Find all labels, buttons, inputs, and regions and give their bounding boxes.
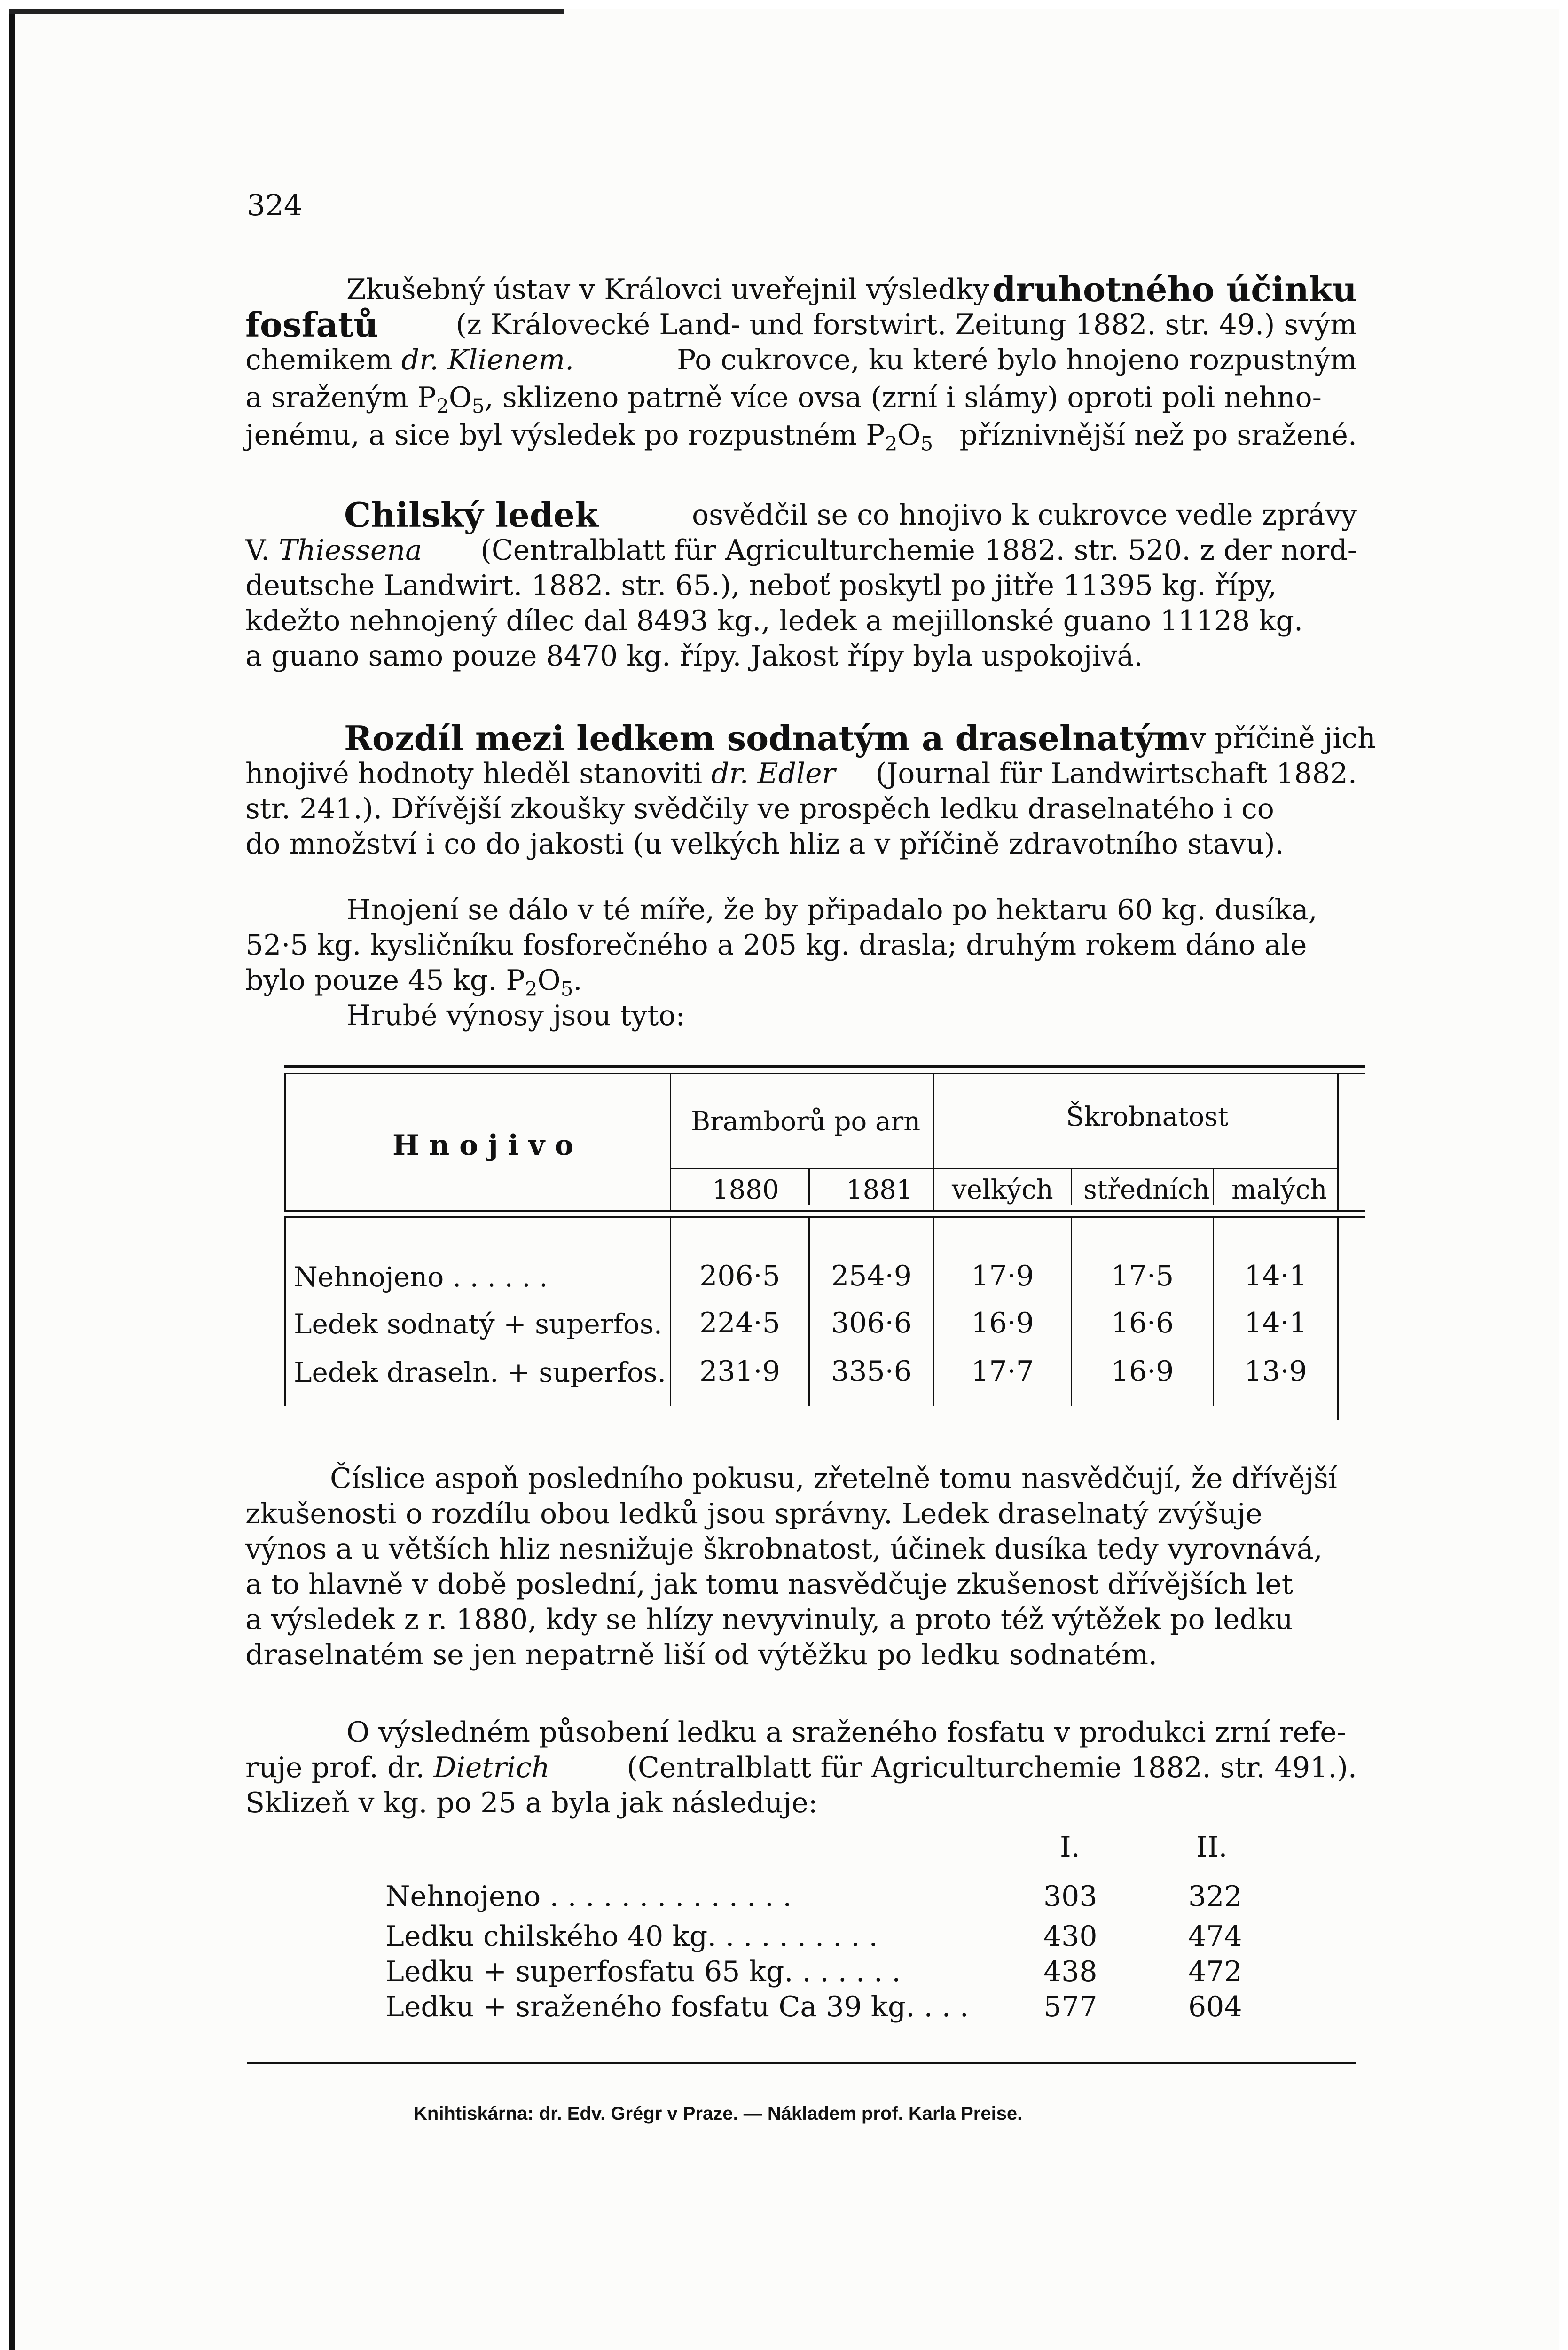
list-item-II: 474 xyxy=(1188,1920,1242,1953)
list-item-II: 322 xyxy=(1188,1880,1242,1913)
p5-line4: a to hlavně v době poslední, jak tomu nasvědčuje zkušenost dřívějších let xyxy=(245,1568,1293,1601)
p1-line1a: Zkušebný ústav v Královci uveřejnil výsledky xyxy=(346,273,989,306)
p6-line2c: (Centralblatt für Agriculturchemie 1882. str. 491.). xyxy=(627,1751,1357,1784)
p5-line1: Číslice aspoň posledního pokusu, zřetelně tomu nasvědčují, že dřívější xyxy=(330,1462,1337,1495)
table-cell-male: 14·1 xyxy=(1244,1260,1307,1292)
p4-line2: 52·5 kg. kysličníku fosforečného a 205 kg. drasla; druhým rokem dáno ale xyxy=(245,929,1307,962)
table-col-hnojivo: H n o j i v o xyxy=(392,1129,574,1162)
table-cell-stredni: 17·5 xyxy=(1111,1260,1174,1292)
p1-line2a: fosfatů xyxy=(245,305,378,345)
table-top-rule-2 xyxy=(284,1073,1365,1074)
p3-line2c: (Journal für Landwirtschaft 1882. xyxy=(875,757,1357,790)
table-row-label: Ledek sodnatý + superfos. xyxy=(294,1308,663,1340)
p1-line2b: (z Královecké Land- und forstwirt. Zeitung 1882. str. 49.) svým xyxy=(455,308,1357,341)
table-sub-1881: 1881 xyxy=(846,1175,913,1205)
p3-line3: str. 241.). Dřívější zkoušky svědčily ve prospěch ledku draselnatého i co xyxy=(245,792,1274,825)
page-number: 324 xyxy=(247,188,303,222)
p6-line2a: ruje prof. dr. xyxy=(245,1751,425,1784)
p2-line2a: V. xyxy=(245,534,270,567)
p6-line1: O výsledném působení ledku a sraženého fosfatu v produkci zrní refe- xyxy=(346,1716,1346,1749)
table-sub-1880: 1880 xyxy=(712,1175,779,1205)
p1-line4: a sraženým P xyxy=(245,381,437,414)
p5-line2: zkušenosti o rozdílu obou ledků jsou správny. Ledek draselnatý zvýšuje xyxy=(245,1497,1262,1530)
document-page: 324 Zkušebný ústav v Královci uveřejnil výsledky druhotného účinku fosfatů (z Královecké Land- und forstwirt. Zeitung 1882. str. 49.) svým chemikem dr. Klienem. Po cukrovce, ku které bylo hnojeno rozpustným a sraženým $P_2O_5$, sklizeno patrně více ovsa (zrní i slámy) oproti poli nehno- jenému, a sice byl výsledek po rozpustném $P_2O_5$ příznivnější než po sražené. Chilský ledek osvědčil se co hnojivo k cukrovce vedle zprávy V. Thiessena (Centralblatt für Agriculturchemie 1882. str. 520. z der nord- deutsche Landwirt. 1882. str. 65.), neboť poskytl po jitře 11395 kg. řípy, kdežto nehnojený dílec dal 8493 kg., ledek a mejillonské guano 11128 kg. a guano samo pouze 8470 kg. řípy. Jakost řípy byla uspokojivá. Rozdíl mezi ledkem sodnatým a draselnatým v příčině jich hnojivé hodnoty hleděl stanoviti dr. Edler (Journal für Landwirtschaft 1882. str. 241.). Dřívější zkoušky svědčily ve prospěch ledku draselnatého i co do množství i co do jakosti (u velkých hliz a v příčině zdravotního stavu). Hnojení se dálo v té míře, že by připadalo po hektaru 60 kg. dusíka, 52·5 kg. kysličníku fosforečného a 205 kg. drasla; druhým rokem dáno ale bylo pouze 45 kg. $P_2O_5$. Hrubé výnosy jsou tyto: H n o j i v o Bramborů po arn Škrobnatost 1880 1881 velkých středních malých Nehnojeno . . . . . . 206·5 254·9 17·9 17·5 14·1 Ledek sodnatý + superfos. 224·5 306·6 16·9 16·6 14·1 Ledek draseln. + superfos. 231·9 335·6 17·7 16·9 13·9 Číslice aspoň posledního pokusu, zřetelně tomu nasvědčují, že dřívější zkušenosti o rozdílu obou ledků jsou správny. Ledek draselnatý zvýšuje výnos a u větších hliz nesnižuje škrobnatost, účinek dusíka tedy vyrovnává, a to hlavně v době poslední, jak tomu nasvědčuje zkušenost dřívějších let a výsledek z r. 1880, kdy se hlízy nevyvinuly, a proto též výtěžek po ledku draselnatém se jen nepatrně liší od výtěžku po ledku sodnatém. O výsledném působení ledku a sraženého fosfatu v produkci zrní refe- ruje prof. dr. Dietrich (Centralblatt für Agriculturchemie 1882. str. 491.). Sklizeň v kg. po 25 a byla jak následuje: I. II. Nehnojeno . . . . . . . . . . . . . . 303 322 Ledku chilského 40 kg. . . . . . . . . . 430 474 Ledku + superfosfatu 65 kg. . . . . . . 438 472 Ledku + sraženého fosfatu Ca 39 kg. . . . 577 604 Knihtiskárna: dr. Edv. Grégr v Praze. — Nákladem prof. Karla Preise. xyxy=(9,9,1559,2350)
p2-line2b: Thiessena xyxy=(279,534,422,567)
table-cell-1881: 306·6 xyxy=(831,1307,912,1340)
table-cell-1881: 254·9 xyxy=(831,1260,912,1292)
list-item-I: 438 xyxy=(1043,1955,1098,1988)
table-cell-1880: 231·9 xyxy=(699,1355,780,1388)
table-cell-velke: 17·9 xyxy=(971,1260,1034,1292)
list-item-label: Ledku + superfosfatu 65 kg. . . . . . . xyxy=(385,1955,901,1988)
table-sub-velkych: velkých xyxy=(952,1175,1053,1205)
p4-line4: Hrubé výnosy jsou tyto: xyxy=(346,999,685,1032)
p6-line2b: Dietrich xyxy=(433,1751,550,1784)
table-cell-velke: 16·9 xyxy=(971,1307,1034,1340)
table-cell-male: 14·1 xyxy=(1244,1307,1307,1340)
p2-line4: kdežto nehnojený dílec dal 8493 kg., ledek a mejillonské guano 11128 kg. xyxy=(245,604,1303,637)
table-row-label: Nehnojeno . . . . . . xyxy=(294,1261,548,1293)
table-top-rule xyxy=(284,1065,1365,1068)
p3-line1b: v příčině jich xyxy=(1190,722,1376,755)
list-item-I: 303 xyxy=(1043,1880,1098,1913)
p1-line3b: dr. Klienem. xyxy=(401,344,574,376)
p1-line3c: Po cukrovce, ku které bylo hnojeno rozpustným xyxy=(677,344,1357,376)
p2-line1b: osvědčil se co hnojivo k cukrovce vedle zprávy xyxy=(691,499,1357,532)
p2-line2c: (Centralblatt für Agriculturchemie 1882. str. 520. z der nord- xyxy=(480,534,1357,567)
p4-line3: bylo pouze 45 kg. P xyxy=(245,964,525,997)
table-col-skrobnatost: Škrobnatost xyxy=(1066,1102,1229,1132)
table-cell-1880: 206·5 xyxy=(699,1260,780,1292)
scan-edge-top xyxy=(9,9,564,14)
p2-line5: a guano samo pouze 8470 kg. řípy. Jakost řípy byla uspokojivá. xyxy=(245,640,1143,673)
footer-rule xyxy=(247,2062,1356,2064)
p2-line1a: Chilský ledek xyxy=(344,495,598,535)
table-sub-strednich: středních xyxy=(1083,1175,1210,1205)
p6-line3: Sklizeň v kg. po 25 a byla jak následuje: xyxy=(245,1786,818,1819)
table-cell-stredni: 16·6 xyxy=(1111,1307,1174,1340)
p5-line3: výnos a u větších hliz nesnižuje škrobnatost, účinek dusíka tedy vyrovnává, xyxy=(245,1533,1323,1566)
table-col-bramboru: Bramborů po arn xyxy=(691,1106,921,1137)
p3-line4: do množství i co do jakosti (u velkých hliz a v příčině zdravotního stavu). xyxy=(245,828,1284,861)
list-item-I: 577 xyxy=(1043,1990,1098,2023)
p5-line5: a výsledek z r. 1880, kdy se hlízy nevyvinuly, a proto též výtěžek po ledku xyxy=(245,1603,1293,1636)
p5-line6: draselnatém se jen nepatrně liší od výtěžku po ledku sodnatém. xyxy=(245,1638,1158,1671)
p1-line5b: příznivnější než po sražené. xyxy=(959,419,1357,452)
table-sub-malych: malých xyxy=(1231,1175,1327,1205)
table-cell-stredni: 16·9 xyxy=(1111,1355,1174,1388)
p1-line1b: druhotného účinku xyxy=(992,269,1357,309)
p2-line3: deutsche Landwirt. 1882. str. 65.), neboť poskytl po jitře 11395 kg. řípy, xyxy=(245,569,1277,602)
list-item-label: Ledku + sraženého fosfatu Ca 39 kg. . . . xyxy=(385,1990,969,2023)
list-col-I: I. xyxy=(1060,1831,1080,1864)
p3-line1a: Rozdíl mezi ledkem sodnatým a draselnatým xyxy=(344,718,1190,758)
p1-line4b: , sklizeno patrně více ovsa (zrní i slámy) oproti poli nehno- xyxy=(484,381,1322,414)
p3-line2a: hnojivé hodnoty hleděl stanoviti xyxy=(245,757,703,790)
printer-footer: Knihtiskárna: dr. Edv. Grégr v Praze. — Nákladem prof. Karla Preise. xyxy=(414,2103,1023,2124)
table-cell-1880: 224·5 xyxy=(699,1307,780,1340)
table-cell-male: 13·9 xyxy=(1244,1355,1307,1388)
table-cell-velke: 17·7 xyxy=(971,1355,1034,1388)
p1-line5: jenému, a sice byl výsledek po rozpustném P xyxy=(245,419,885,452)
p3-line2b: dr. Edler xyxy=(711,757,836,790)
list-item-II: 472 xyxy=(1188,1955,1242,1988)
list-item-label: Nehnojeno . . . . . . . . . . . . . . xyxy=(385,1880,792,1913)
list-item-II: 604 xyxy=(1188,1990,1242,2023)
table-row-label: Ledek draseln. + superfos. xyxy=(294,1356,666,1388)
p1-line3a: chemikem xyxy=(245,344,392,376)
p4-line1: Hnojení se dálo v té míře, že by připadalo po hektaru 60 kg. dusíka, xyxy=(346,893,1317,926)
list-item-label: Ledku chilského 40 kg. . . . . . . . . . xyxy=(385,1920,878,1953)
list-item-I: 430 xyxy=(1043,1920,1098,1953)
table-cell-1881: 335·6 xyxy=(831,1355,912,1388)
scan-edge-left xyxy=(9,9,15,2350)
list-col-II: II. xyxy=(1196,1831,1228,1864)
